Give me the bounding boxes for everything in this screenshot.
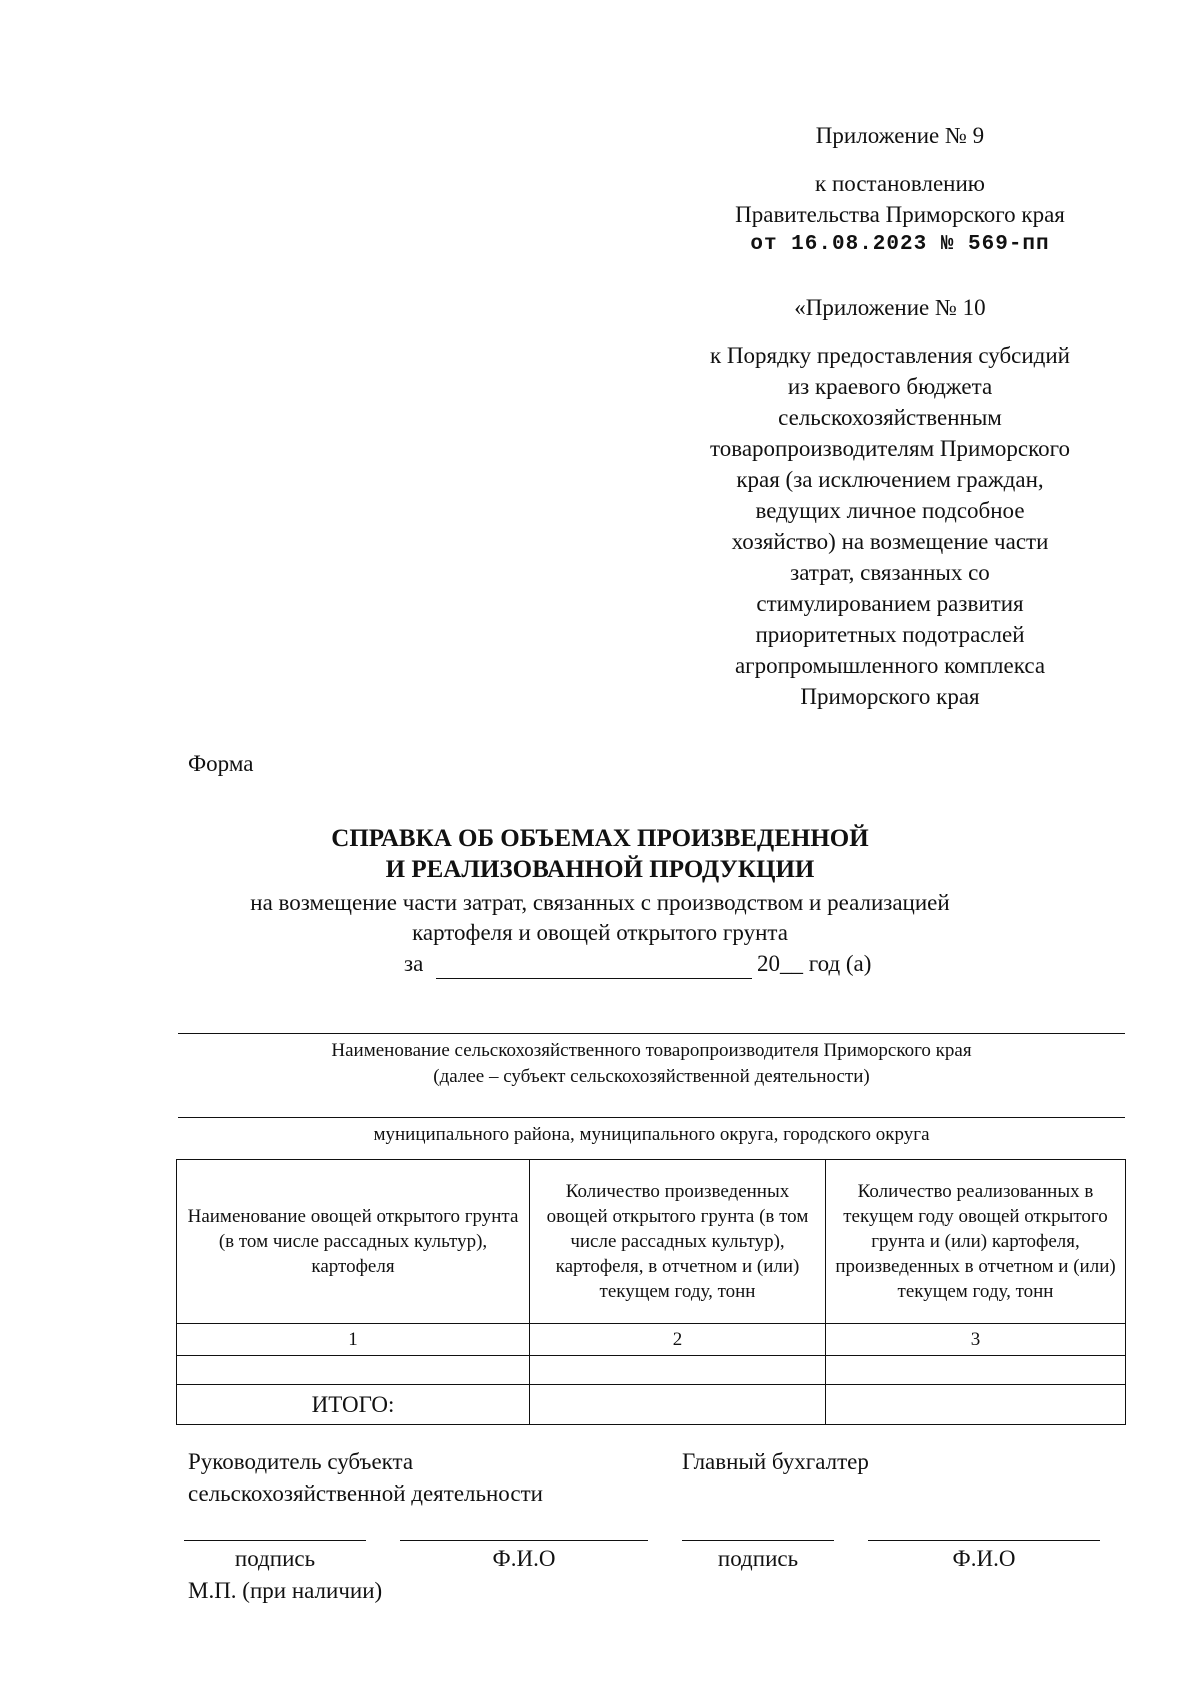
inner-line: из краевого бюджета xyxy=(787,374,993,399)
accountant-signature-line xyxy=(682,1540,834,1541)
accountant-name-line xyxy=(868,1540,1100,1541)
table-cell[interactable] xyxy=(530,1356,826,1385)
inner-appendix-number: «Приложение № 10 xyxy=(794,295,986,320)
column-number-row xyxy=(177,1324,1126,1356)
accountant-signature-label: подпись xyxy=(717,1546,799,1571)
inner-line: агропромышленного комплекса xyxy=(734,653,1046,678)
period-prefix: за xyxy=(404,951,424,976)
inner-line: ведущих личное подсобное xyxy=(755,498,1025,523)
table-header-row xyxy=(177,1160,1126,1324)
column-number: 3 xyxy=(826,1324,1126,1356)
district-line xyxy=(178,1117,1125,1118)
government-name: Правительства Приморского края xyxy=(735,202,1065,227)
form-label: Форма xyxy=(188,751,254,776)
district-caption: муниципального района, муниципального округа, городского округа xyxy=(373,1124,930,1145)
head-name-label: Ф.И.О xyxy=(492,1546,556,1571)
header-cell: Количество произведенных овощей открытого грунта (в том числе рассадных культур), картофеля, в отчетном и (или) текущем году, тонн xyxy=(530,1160,826,1324)
head-title-line-1: Руководитель субъекта xyxy=(188,1449,414,1474)
inner-line: хозяйство) на возмещение части xyxy=(731,529,1049,554)
column-number: 2 xyxy=(530,1324,826,1356)
column-number: 1 xyxy=(177,1324,530,1356)
accountant-name-label: Ф.И.О xyxy=(952,1546,1016,1571)
head-signature-line xyxy=(184,1540,366,1541)
inner-line: Приморского края xyxy=(800,684,980,709)
to-resolution: к постановлению xyxy=(815,171,985,196)
producer-note-caption: (далее – субъект сельскохозяйственной деятельности) xyxy=(433,1066,870,1087)
table-row xyxy=(177,1356,1126,1385)
total-row xyxy=(177,1385,1126,1425)
header-cell: Наименование овощей открытого грунта (в том числе рассадных культур), картофеля xyxy=(177,1160,530,1324)
resolution-date-number: от 16.08.2023 № 569-пп xyxy=(750,233,1050,256)
head-name-line xyxy=(400,1540,648,1541)
producer-name-line xyxy=(178,1033,1125,1034)
inner-line: приоритетных подотраслей xyxy=(755,622,1025,647)
period-year: 20__ год (а) xyxy=(757,951,872,976)
title-line-1: СПРАВКА ОБ ОБЪЕМАХ ПРОИЗВЕДЕННОЙ xyxy=(331,825,869,852)
subtitle-line-1: на возмещение части затрат, связанных с производством и реализацией xyxy=(250,890,950,915)
production-table xyxy=(176,1159,1126,1425)
stamp-label: М.П. (при наличии) xyxy=(188,1578,383,1603)
title-line-2: И РЕАЛИЗОВАННОЙ ПРОДУКЦИИ xyxy=(385,856,815,883)
subtitle-line-2: картофеля и овощей открытого грунта xyxy=(412,920,788,945)
header-cell: Количество реализованных в текущем году овощей открытого грунта и (или) картофеля, произведенных в отчетном и (или) текущем году, тонн xyxy=(826,1160,1126,1324)
table-cell[interactable] xyxy=(177,1356,530,1385)
head-signature-label: подпись xyxy=(234,1546,316,1571)
inner-line: края (за исключением граждан, xyxy=(736,467,1044,492)
total-cell[interactable] xyxy=(826,1385,1126,1425)
inner-line: стимулированием развития xyxy=(756,591,1024,616)
accountant-title: Главный бухгалтер xyxy=(682,1449,869,1474)
inner-appendix-text xyxy=(650,340,1130,712)
head-title-line-2: сельскохозяйственной деятельности xyxy=(188,1481,543,1506)
inner-line: к Порядку предоставления субсидий xyxy=(710,343,1070,368)
producer-name-caption: Наименование сельскохозяйственного товаропроизводителя Приморского края xyxy=(331,1040,972,1061)
total-label: ИТОГО: xyxy=(177,1385,530,1425)
inner-line: товаропроизводителям Приморского xyxy=(710,436,1070,461)
inner-line: сельскохозяйственным xyxy=(778,405,1002,430)
period-blank-line xyxy=(436,978,752,979)
appendix-number: Приложение № 9 xyxy=(815,123,985,148)
total-cell[interactable] xyxy=(530,1385,826,1425)
table-cell[interactable] xyxy=(826,1356,1126,1385)
inner-line: затрат, связанных со xyxy=(790,560,990,585)
